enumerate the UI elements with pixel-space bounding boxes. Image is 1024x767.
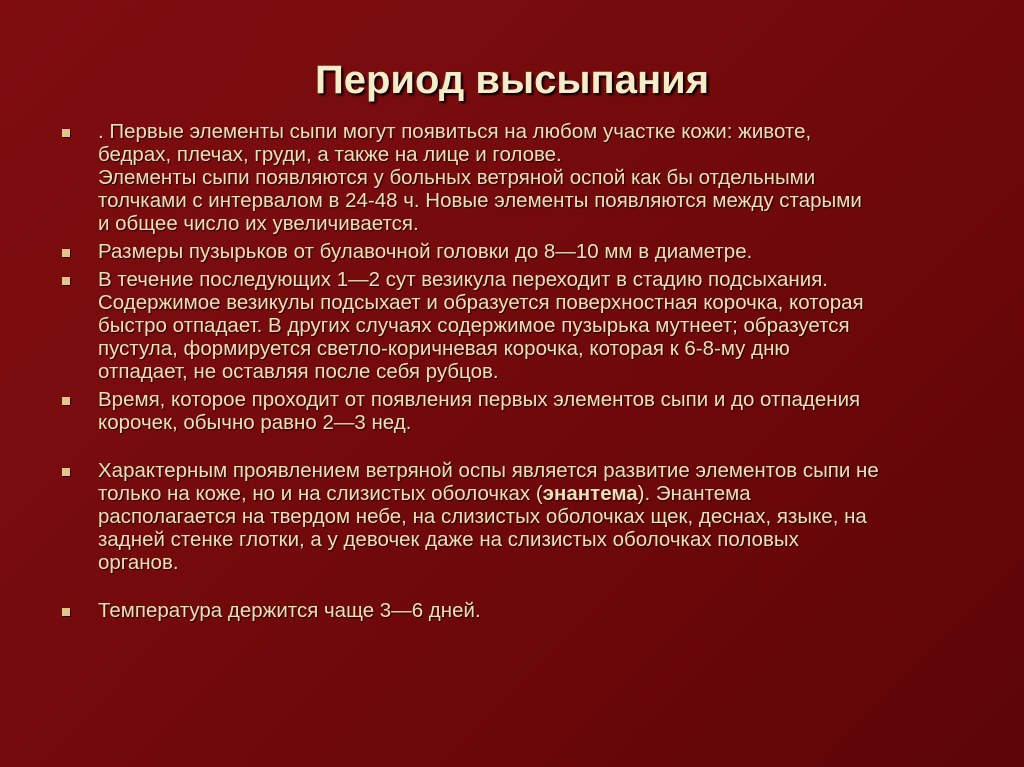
bullet-text-line: пустула, формируется светло-коричневая корочка, которая к 6-8-му дню (98, 337, 790, 360)
bullet-text-line: Время, которое проходит от появления первых элементов сыпи и до отпадения (98, 388, 861, 411)
bullet-item-vesicle-size (60, 240, 970, 263)
bullet-text-line (98, 482, 970, 505)
bullet-item-temperature (60, 599, 970, 622)
bullet-text-segment: только на коже, но и на слизистых оболочках ( (98, 482, 543, 505)
bullet-text-line: Характерным проявлением ветряной оспы является развитие элементов сыпи не (98, 459, 879, 482)
bullet-text-line: и общее число их увеличивается. (98, 212, 419, 235)
bullet-text-segment: ). Энантема (637, 482, 751, 505)
bullet-list (60, 120, 970, 622)
bullet-text-line: В течение последующих 1—2 сут везикула переходит в стадию подсыхания. (98, 268, 829, 291)
bullet-text-line: располагается на твердом небе, на слизистых оболочках щек, деснах, языке, на (98, 505, 867, 528)
bullet-text-line: органов. (98, 551, 179, 574)
bullet-text-line: Содержимое везикулы подсыхает и образуется поверхностная корочка, которая (98, 291, 864, 314)
bullet-text-line: отпадает, не оставляя после себя рубцов. (98, 360, 499, 383)
bullet-text-line: быстро отпадает. В других случаях содержимое пузырька мутнеет; образуется (98, 314, 850, 337)
enanthema-term: энантема (542, 482, 638, 505)
bullet-text-line: . Первые элементы сыпи могут появиться на любом участке кожи: животе, (98, 120, 812, 143)
bullet-text-line: Температура держится чаще 3—6 дней. (98, 599, 481, 622)
bullet-item-duration (60, 388, 970, 434)
square-bullet-icon (62, 468, 70, 476)
bullet-item-rash-elements (60, 120, 970, 235)
square-bullet-icon (62, 277, 70, 285)
bullet-text-line: Элементы сыпи появляются у больных ветряной оспой как бы отдельными (98, 166, 816, 189)
square-bullet-icon (62, 608, 70, 616)
square-bullet-icon (62, 249, 70, 257)
bullet-text-line: задней стенке глотки, а у девочек даже на слизистых оболочках половых (98, 528, 799, 551)
bullet-text-line: Размеры пузырьков от булавочной головки до 8—10 мм в диаметре. (98, 240, 753, 263)
slide-title: Период высыпания (314, 58, 710, 102)
bullet-text-line: толчками с интервалом в 24-48 ч. Новые элементы появляются между старыми (98, 189, 862, 212)
bullet-item-enanthema (60, 459, 970, 574)
bullet-text-line: бедрах, плечах, груди, а также на лице и голове. (98, 143, 562, 166)
square-bullet-icon (62, 129, 70, 137)
square-bullet-icon (62, 397, 70, 405)
bullet-text-line: корочек, обычно равно 2—3 нед. (98, 411, 412, 434)
bullet-item-drying-stage (60, 268, 970, 383)
